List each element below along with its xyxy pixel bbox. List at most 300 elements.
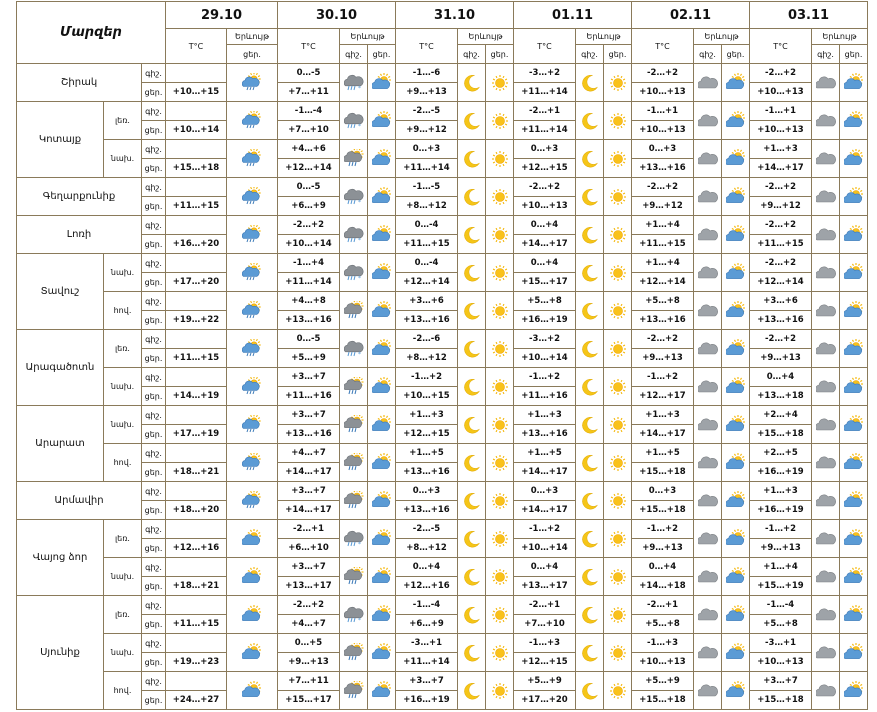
partly-cloudy-icon [227,643,277,663]
moon-icon [576,301,603,321]
temperature-cell: +12…+16 [166,539,227,558]
weather-icon-cell [340,330,368,368]
time-of-day-label: ցեր. [142,425,166,444]
temperature-cell: +16…+19 [750,463,812,482]
temperature-cell: -1…-4 [278,102,340,121]
temperature-cell: +1…+4 [632,216,694,235]
temperature-cell: +12…+15 [514,159,576,178]
weather-icon-cell [812,672,840,710]
weather-icon-cell [458,406,486,444]
moon-icon [458,339,485,359]
time-of-day-label: ցեր. [142,83,166,102]
partly-cloudy-icon [840,491,867,511]
temperature-cell: +12…+14 [632,273,694,292]
cloud-icon [694,111,721,131]
snow-icon [340,73,367,93]
sun-icon [486,567,513,587]
temperature-cell: +16…+19 [396,691,458,710]
partly-cloudy-icon [840,301,867,321]
temperature-cell: +19…+23 [166,653,227,672]
sun-icon [486,529,513,549]
temperature-cell: -3…+2 [514,330,576,349]
table-row [17,368,868,387]
region-name: Լոռի [17,216,142,254]
weather-icon-cell [340,634,368,672]
rain-cloud-icon [340,453,367,473]
weather-icon-cell [840,330,868,368]
partly-cloudy-rain-icon [227,339,277,359]
temperature-cell: +5…+9 [278,349,340,368]
weather-icon-cell [368,292,396,330]
moon-icon [576,263,603,283]
weather-icon-cell [840,178,868,216]
zone-label: նախ. [104,368,142,406]
partly-cloudy-icon [368,149,395,169]
table-row [17,444,868,463]
temperature-cell: +14…+17 [278,463,340,482]
temperature-cell: +2…+4 [750,406,812,425]
sun-icon [486,73,513,93]
date-header: 03.11 [750,2,868,29]
temperature-cell: +10…+13 [750,653,812,672]
partly-cloudy-icon [722,339,749,359]
weather-icon-cell [722,520,750,558]
temperature-cell: 0…+3 [514,140,576,159]
svg-text:*: * [357,540,361,548]
partly-cloudy-rain-icon [227,149,277,169]
moon-icon [458,111,485,131]
cloud-icon [694,643,721,663]
temperature-cell: 0…-5 [278,330,340,349]
temperature-cell: +10…+14 [514,539,576,558]
weather-icon-cell [812,178,840,216]
weather-icon-cell [368,216,396,254]
cloud-icon [694,605,721,625]
temperature-cell: +17…+19 [166,425,227,444]
table-row [17,178,868,197]
zone-label: նախ. [104,254,142,292]
temperature-cell: +9…+13 [632,539,694,558]
temperature-cell: 0…+3 [632,140,694,159]
weather-icon-cell [604,558,632,596]
temperature-cell: +3…+7 [278,558,340,577]
temperature-cell: -2…-5 [396,102,458,121]
cloud-icon [812,643,839,663]
partly-cloudy-icon [840,605,867,625]
moon-icon [576,339,603,359]
partly-cloudy-rain-icon [227,491,277,511]
sun-icon [604,377,631,397]
temperature-cell: +12…+14 [750,273,812,292]
sun-icon [604,529,631,549]
weather-icon-cell [604,140,632,178]
partly-cloudy-icon [368,453,395,473]
time-of-day-label: ցեր. [142,273,166,292]
temperature-cell: +10…+14 [514,349,576,368]
time-of-day-label: գիշ. [142,292,166,311]
weather-icon-cell [340,406,368,444]
weather-icon-cell [840,634,868,672]
weather-icon-cell [486,64,514,102]
temperature-cell: -2…+2 [750,254,812,273]
temperature-cell: +8…+12 [396,539,458,558]
weather-icon-cell [604,520,632,558]
partly-cloudy-icon [227,567,277,587]
weather-icon-cell [368,254,396,292]
temperature-cell: +7…+10 [278,121,340,140]
moon-icon [576,453,603,473]
moon-icon [576,681,603,701]
temperature-cell: +10…+14 [278,235,340,254]
weather-icon-cell [340,444,368,482]
partly-cloudy-icon [840,377,867,397]
weather-icon-cell [576,64,604,102]
snow-icon [340,111,367,131]
zone-label: լեռ. [104,102,142,140]
weather-icon-cell [486,102,514,140]
temperature-cell: +14…+17 [632,425,694,444]
weather-icon-cell [486,558,514,596]
weather-icon-cell [604,292,632,330]
partly-cloudy-icon [368,111,395,131]
cloud-icon [812,377,839,397]
cloud-icon [812,225,839,245]
moon-icon [458,491,485,511]
temperature-cell: -1…-5 [396,178,458,197]
temperature-cell: +11…+14 [396,159,458,178]
sun-icon [604,301,631,321]
temperature-cell: +5…+9 [514,672,576,691]
cloud-icon [812,491,839,511]
sun-icon [486,149,513,169]
weather-icon-cell [812,634,840,672]
temperature-cell: +9…+13 [632,349,694,368]
partly-cloudy-rain-icon [227,73,277,93]
temperature-cell: -1…+4 [278,254,340,273]
weather-icon-cell [694,102,722,140]
weather-icon-cell [694,596,722,634]
temperature-cell: +11…+14 [514,83,576,102]
temperature-cell: +18…+21 [166,577,227,596]
temperature-cell [166,254,227,273]
table-row [17,64,868,83]
temperature-cell: +3…+6 [396,292,458,311]
moon-icon [576,225,603,245]
partly-cloudy-rain-icon [227,111,277,131]
weather-icon-cell [486,292,514,330]
weather-icon-cell [486,216,514,254]
moon-icon [458,529,485,549]
temperature-cell: +15…+18 [750,425,812,444]
temperature-cell: +5…+8 [632,292,694,311]
temperature-cell: +15…+17 [278,691,340,710]
day-column-header: ցեր. [604,45,632,64]
temperature-cell [166,596,227,615]
temperature-cell: +13…+16 [396,501,458,520]
temperature-cell: -1…+3 [514,634,576,653]
temperature-cell: +11…+15 [166,615,227,634]
partly-cloudy-icon [722,681,749,701]
temperature-cell: +13…+16 [750,311,812,330]
region-name: Շիրակ [17,64,142,102]
time-of-day-label: ցեր. [142,349,166,368]
sun-icon [604,225,631,245]
temperature-cell [166,330,227,349]
weather-icon-cell [458,672,486,710]
weather-icon-cell [576,216,604,254]
temperature-cell: +13…+17 [278,577,340,596]
weather-icon-cell [694,520,722,558]
partly-cloudy-rain-icon [227,453,277,473]
partly-cloudy-icon [840,453,867,473]
weather-icon-cell [840,406,868,444]
weather-icon-cell [368,64,396,102]
temperature-cell [166,64,227,83]
temperature-cell: -2…+1 [632,596,694,615]
date-header: 30.10 [278,2,396,29]
day-column-header: ցեր. [486,45,514,64]
partly-cloudy-icon [722,187,749,207]
moon-icon [576,491,603,511]
temperature-cell: +12…+16 [396,577,458,596]
temperature-cell: +11…+14 [514,121,576,140]
moon-icon [458,415,485,435]
weather-column-header: Երևույթ [458,29,514,45]
temperature-cell: +11…+15 [396,235,458,254]
temperature-cell: +7…+11 [278,672,340,691]
time-of-day-label: գիշ. [142,634,166,653]
weather-icon-cell [576,330,604,368]
temperature-cell: +15…+18 [632,691,694,710]
rain-cloud-icon [340,567,367,587]
temperature-cell [166,140,227,159]
time-of-day-label: ցեր. [142,463,166,482]
temperature-cell: +15…+19 [750,577,812,596]
time-of-day-label: գիշ. [142,368,166,387]
weather-icon-cell [694,406,722,444]
sun-icon [604,643,631,663]
weather-icon-cell [722,482,750,520]
moon-icon [458,149,485,169]
temperature-cell: -1…+2 [514,368,576,387]
temperature-cell: +8…+12 [396,349,458,368]
weather-icon-cell [368,520,396,558]
temperature-cell: +9…+13 [750,539,812,558]
time-of-day-label: ցեր. [142,387,166,406]
temperature-cell: +18…+20 [166,501,227,520]
weather-icon-cell [486,330,514,368]
snow-icon [340,339,367,359]
temperature-cell: 0…+4 [750,368,812,387]
temperature-cell: +17…+20 [514,691,576,710]
sun-icon [604,339,631,359]
day-column-header: ցեր. [840,45,868,64]
temperature-cell: -2…+2 [514,178,576,197]
temperature-cell: +15…+17 [514,273,576,292]
regions-header: Մարզեր [17,2,166,64]
time-of-day-label: գիշ. [142,596,166,615]
temperature-cell: -1…+2 [514,520,576,539]
weather-icon-cell [227,558,278,596]
time-of-day-label: գիշ. [142,216,166,235]
table-row [17,634,868,653]
temperature-cell: +12…+14 [278,159,340,178]
cloud-icon [694,301,721,321]
temperature-cell: -1…-4 [750,596,812,615]
temperature-cell: +13…+18 [750,387,812,406]
partly-cloudy-icon [840,643,867,663]
temperature-cell: 0…-4 [396,254,458,273]
temperature-cell: +11…+15 [750,235,812,254]
weather-icon-cell [458,596,486,634]
partly-cloudy-icon [722,301,749,321]
temperature-cell: +12…+14 [396,273,458,292]
moon-icon [458,681,485,701]
weather-icon-cell [458,330,486,368]
moon-icon [458,301,485,321]
weather-icon-cell [458,140,486,178]
weather-icon-cell [576,292,604,330]
temperature-cell: +13…+16 [396,463,458,482]
time-of-day-label: ցեր. [142,159,166,178]
sun-icon [486,263,513,283]
snow-icon [340,187,367,207]
snow-icon [340,529,367,549]
temperature-cell: +10…+13 [750,83,812,102]
temperature-cell: +15…+18 [632,463,694,482]
partly-cloudy-icon [840,681,867,701]
weather-icon-cell [576,140,604,178]
temperature-cell: -2…+2 [278,596,340,615]
night-column-header: գիշ. [576,45,604,64]
partly-cloudy-icon [722,73,749,93]
temperature-cell: +1…+3 [632,406,694,425]
temperature-cell: -1…+1 [750,102,812,121]
night-column-header: գիշ. [694,45,722,64]
time-of-day-label: գիշ. [142,140,166,159]
temperature-cell: -1…+2 [632,520,694,539]
temperature-cell: +10…+15 [166,83,227,102]
date-header: 31.10 [396,2,514,29]
sun-icon [604,111,631,131]
weather-icon-cell [227,406,278,444]
moon-icon [458,263,485,283]
partly-cloudy-icon [368,377,395,397]
weather-column-header: Երևույթ [227,29,278,45]
weather-icon-cell [840,102,868,140]
temperature-cell: +11…+15 [166,197,227,216]
temperature-cell: -1…+1 [632,102,694,121]
temperature-cell: +9…+13 [278,653,340,672]
cloud-icon [812,529,839,549]
temperature-cell: +5…+8 [632,615,694,634]
cloud-icon [694,567,721,587]
sun-icon [604,263,631,283]
weather-icon-cell [340,672,368,710]
temperature-cell: +1…+5 [514,444,576,463]
weather-icon-cell [812,482,840,520]
cloud-icon [812,453,839,473]
partly-cloudy-icon [368,263,395,283]
weather-icon-cell [812,102,840,140]
weather-icon-cell [227,140,278,178]
partly-cloudy-icon [368,491,395,511]
weather-icon-cell [227,254,278,292]
weather-icon-cell [840,292,868,330]
weather-icon-cell [458,558,486,596]
temperature-cell: +10…+15 [396,387,458,406]
temperature-cell: 0…+3 [396,482,458,501]
weather-icon-cell [694,444,722,482]
temperature-cell: +1…+3 [750,140,812,159]
weather-icon-cell [368,178,396,216]
weather-icon-cell [227,634,278,672]
table-row [17,520,868,539]
weather-icon-cell [812,64,840,102]
temperature-cell: +3…+7 [278,482,340,501]
rain-cloud-icon [340,149,367,169]
temperature-cell: +1…+4 [632,254,694,273]
partly-cloudy-icon [722,529,749,549]
temperature-cell: -2…+2 [278,216,340,235]
temperature-cell [166,178,227,197]
temperature-cell: +11…+16 [278,387,340,406]
temperature-cell: +14…+19 [166,387,227,406]
snow-icon [340,605,367,625]
partly-cloudy-icon [368,567,395,587]
date-header: 02.11 [632,2,750,29]
weather-icon-cell [812,406,840,444]
time-of-day-label: գիշ. [142,444,166,463]
weather-icon-cell [340,520,368,558]
temperature-cell: +10…+13 [750,121,812,140]
temperature-cell [166,216,227,235]
temperature-cell: +4…+7 [278,615,340,634]
partly-cloudy-icon [227,681,277,701]
time-of-day-label: ցեր. [142,691,166,710]
weather-icon-cell [604,178,632,216]
moon-icon [458,225,485,245]
weather-icon-cell [694,672,722,710]
svg-text:*: * [357,616,361,624]
sun-icon [604,453,631,473]
zone-label: նախ. [104,140,142,178]
temperature-cell: 0…+3 [396,140,458,159]
weather-icon-cell [227,482,278,520]
svg-text:*: * [357,84,361,92]
weather-icon-cell [340,178,368,216]
weather-icon-cell [576,368,604,406]
cloud-icon [812,415,839,435]
weather-icon-cell [576,102,604,140]
cloud-icon [812,605,839,625]
time-of-day-label: գիշ. [142,102,166,121]
temperature-cell: +11…+15 [166,349,227,368]
weather-icon-cell [722,596,750,634]
forecast-document [16,1,868,710]
moon-icon [576,377,603,397]
sun-icon [486,681,513,701]
temperature-cell: +11…+14 [278,273,340,292]
weather-icon-cell [722,140,750,178]
zone-label: նախ. [104,558,142,596]
partly-cloudy-icon [722,567,749,587]
table-row [17,330,868,349]
weather-icon-cell [368,482,396,520]
cloud-icon [812,111,839,131]
time-of-day-label: ցեր. [142,121,166,140]
table-row [17,216,868,235]
